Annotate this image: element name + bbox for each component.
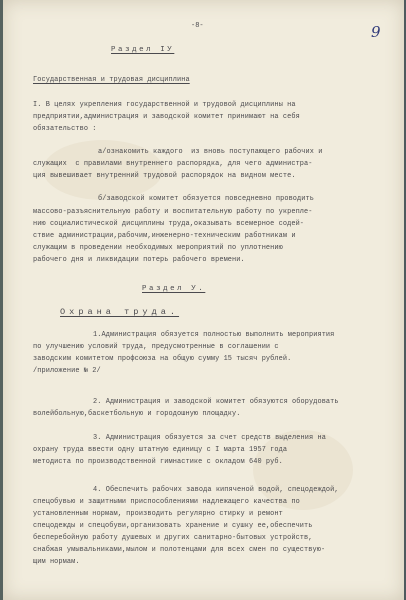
paragraph-line: 2. Администрация и заводской комитет обязуются оборудовать xyxy=(93,398,339,406)
section-5-subtitle: Охрана труда. xyxy=(60,307,180,317)
paragraph-line: массово-разъяснительную работу и воспитательную работу по укрепле- xyxy=(33,208,313,216)
paragraph-line: а/ознакомить каждого из вновь поступающего рабочих и xyxy=(98,148,323,156)
paragraph-line: обязательство : xyxy=(33,125,97,133)
paragraph-line: служащих с правилами внутреннего распорядка, для чего администра- xyxy=(33,160,313,168)
paragraph-line: 1.Администрация обязуется полностью выполнить мероприятия xyxy=(93,331,335,339)
section-4-subtitle: Государственная и трудовая дисциплина xyxy=(33,76,190,84)
paragraph-line: /приложение № 2/ xyxy=(33,367,101,375)
page-number: -8- xyxy=(191,22,204,30)
section-4-title: Раздел IУ xyxy=(111,46,175,54)
paragraph-line: предприятии,администрация и заводской комитет принимают на себя xyxy=(33,113,300,121)
paragraph-line: ствие администрации,рабочим,инженерно-техническим работникам и xyxy=(33,232,296,240)
paragraph-line: рабочего дня и ликвидации потерь рабочего времени. xyxy=(33,256,245,264)
paragraph-line: ция вывешивает внутренний трудовой распорядок на видном месте. xyxy=(33,172,296,180)
paragraph-line: б/заводской комитет обязуется повседневно проводить xyxy=(98,195,314,203)
paragraph-line: бесперебойную работу душевых и других санитарно-бытовых устройств, xyxy=(33,534,313,542)
paragraph-line: волейбольную,баскетбольную и городошную площадку. xyxy=(33,410,241,418)
folio-number: 9 xyxy=(371,23,381,41)
paragraph-line: спецобувью и защитными приспособлениями надлежащего качества по xyxy=(33,498,300,506)
paragraph-line: 3. Администрация обязуется за счет средств выделения на xyxy=(93,434,326,442)
paragraph-line: охрану труда ввести одну штатную единицу с I марта 1957 года xyxy=(33,446,288,454)
paragraph-line: заводским комитетом профсоюза на общую сумму 15 тысяч рублей. xyxy=(33,355,292,363)
paragraph-line: служащим в проведении необходимых мероприятий по уплотнению xyxy=(33,244,283,252)
paragraph-line: установленным нормам, производить регулярно стирку и ремонт xyxy=(33,510,283,518)
section-5-title: Раздел У. xyxy=(142,285,206,293)
paragraph-line: щим нормам. xyxy=(33,558,80,566)
paragraph-line: спецодежды и спецобуви,организовать хранение и сушку ее,обеспечить xyxy=(33,522,313,530)
paragraph-line: I. В целях укрепления государственной и трудовой дисциплины на xyxy=(33,101,296,109)
paragraph-line: снабжая умывальниками,мылом и полотенцами для всех смен по существую- xyxy=(33,546,326,554)
paragraph-line: нию социалистической дисциплины труда,оказывать всемерное содей- xyxy=(33,220,305,228)
paragraph-line: методиста по производственной гимнастике с окладом 640 руб. xyxy=(33,458,283,466)
paragraph-line: по улучшению условий труда, предусмотренные в соглашении с xyxy=(33,343,279,351)
paragraph-line: 4. Обеспечить рабочих завода кипяченой водой, спецодеждой, xyxy=(93,486,339,494)
